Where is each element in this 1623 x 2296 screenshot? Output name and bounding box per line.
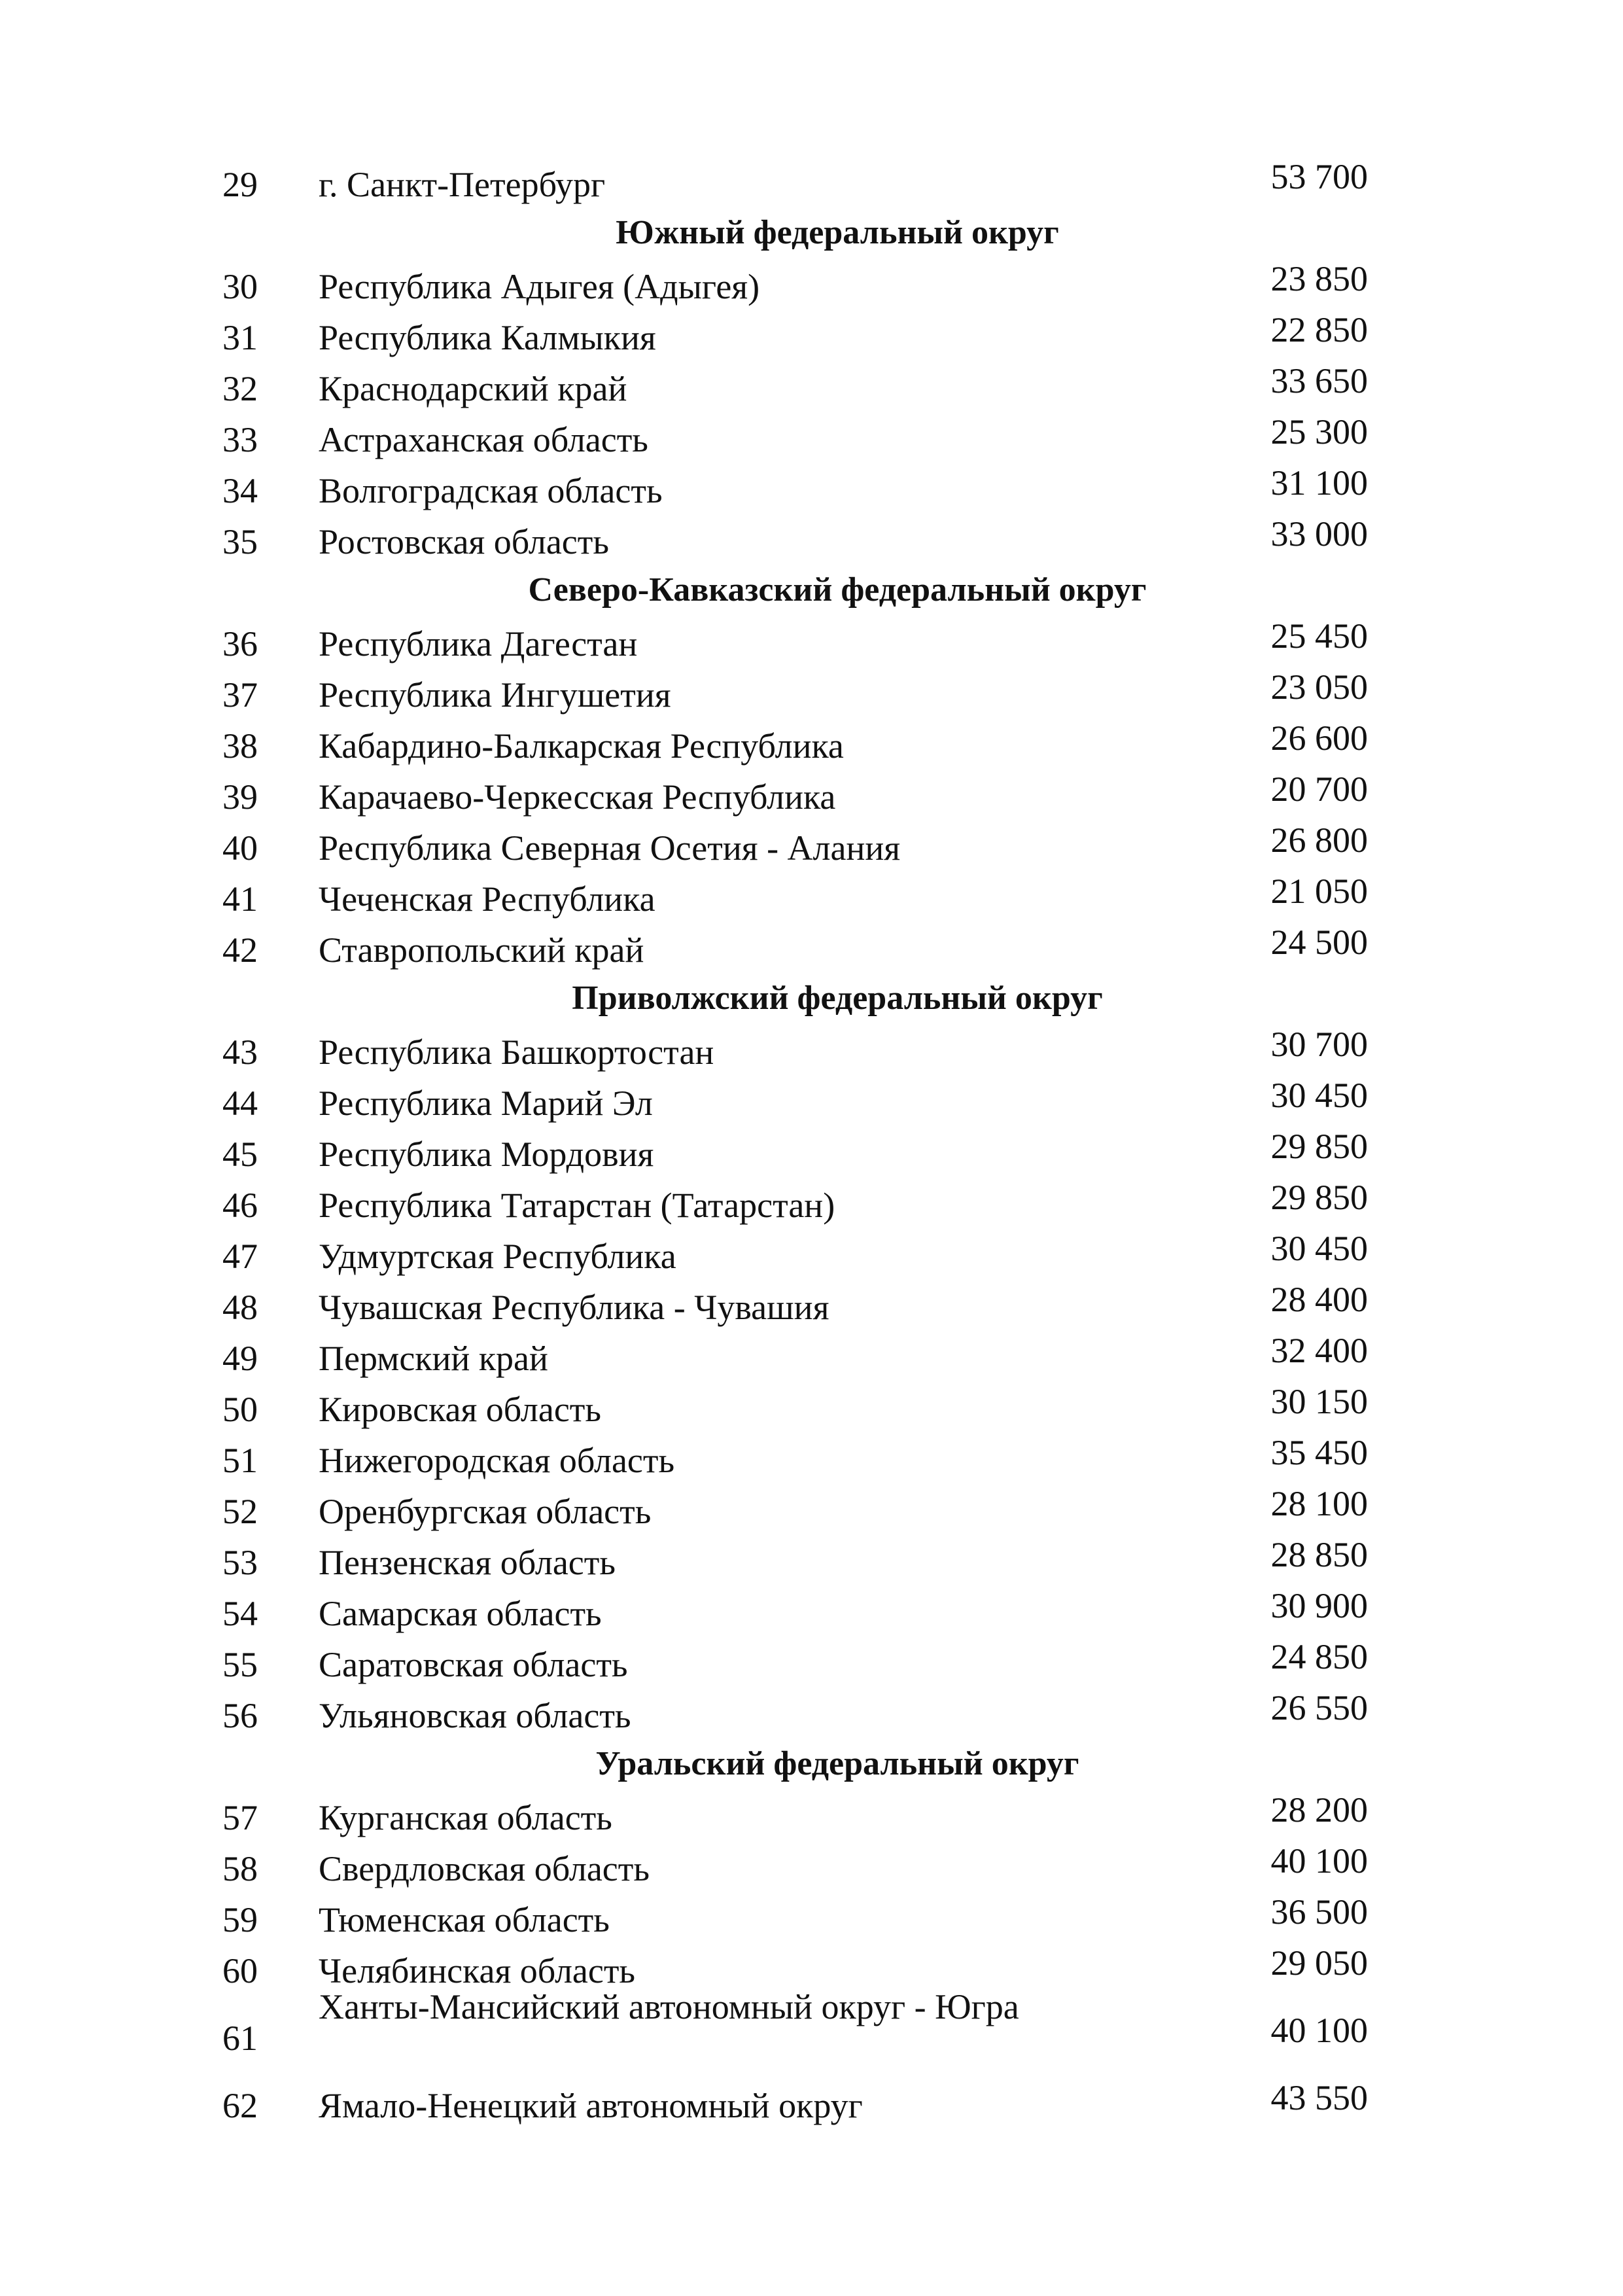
region-value: 40 100: [1270, 2011, 1368, 2050]
region-name: Астраханская область: [319, 420, 648, 459]
row-number: 31: [222, 318, 258, 357]
region-name: Чеченская Республика: [319, 879, 655, 919]
region-value: 40 100: [1270, 1841, 1368, 1881]
region-value: 32 400: [1270, 1331, 1368, 1370]
row-number: 50: [222, 1390, 258, 1429]
region-name: Пензенская область: [319, 1543, 616, 1582]
row-number: 49: [222, 1339, 258, 1378]
row-number: 52: [222, 1492, 258, 1531]
region-name: Республика Ингушетия: [319, 675, 671, 715]
row-number: 44: [222, 1084, 258, 1123]
row-number: 41: [222, 879, 258, 919]
region-name: Саратовская область: [319, 1645, 628, 1684]
region-name: Ханты-Мансийский автономный округ - Югра: [319, 1987, 1019, 2026]
row-number: 38: [222, 726, 258, 766]
region-name: Тюменская область: [319, 1900, 610, 1939]
region-value: 24 500: [1270, 923, 1368, 962]
row-number: 58: [222, 1849, 258, 1888]
region-name: Республика Адыгея (Адыгея): [319, 267, 760, 306]
district-heading: Южный федеральный округ: [616, 214, 1059, 251]
region-name: Самарская область: [319, 1594, 602, 1633]
row-number: 45: [222, 1135, 258, 1174]
row-number: 54: [222, 1594, 258, 1633]
region-name: Удмуртская Республика: [319, 1237, 676, 1276]
region-value: 26 550: [1270, 1688, 1368, 1727]
row-number: 62: [222, 2086, 258, 2125]
region-name: Чувашская Республика - Чувашия: [319, 1288, 829, 1327]
region-name: Карачаево-Черкесская Республика: [319, 777, 836, 817]
region-value: 29 050: [1270, 1943, 1368, 1983]
row-number: 46: [222, 1186, 258, 1225]
region-value: 28 400: [1270, 1280, 1368, 1319]
row-number: 43: [222, 1033, 258, 1072]
row-number: 36: [222, 624, 258, 663]
region-value: 28 850: [1270, 1535, 1368, 1574]
region-name: Челябинская область: [319, 1951, 636, 1990]
region-value: 31 100: [1270, 463, 1368, 503]
row-number: 40: [222, 828, 258, 868]
region-name: Волгоградская область: [319, 471, 663, 510]
district-heading: Уральский федеральный округ: [595, 1745, 1079, 1782]
row-number: 61: [222, 2019, 258, 2058]
district-heading: Северо-Кавказский федеральный округ: [528, 571, 1147, 609]
region-name: Республика Дагестан: [319, 624, 638, 663]
region-name: Курганская область: [319, 1798, 612, 1837]
region-name: Республика Татарстан (Татарстан): [319, 1186, 835, 1225]
region-name: Республика Калмыкия: [319, 318, 656, 357]
region-value: 30 450: [1270, 1076, 1368, 1115]
region-name: Оренбургская область: [319, 1492, 652, 1531]
region-name: Республика Мордовия: [319, 1135, 654, 1174]
region-name: Кировская область: [319, 1390, 602, 1429]
row-number: 59: [222, 1900, 258, 1939]
region-name: Республика Марий Эл: [319, 1084, 653, 1123]
region-value: 28 200: [1270, 1790, 1368, 1829]
region-name: Ставропольский край: [319, 930, 644, 970]
row-number: 42: [222, 930, 258, 970]
region-value: 25 450: [1270, 616, 1368, 656]
region-value: 30 450: [1270, 1229, 1368, 1268]
region-name: Кабардино-Балкарская Республика: [319, 726, 844, 766]
district-heading: Приволжский федеральный округ: [572, 980, 1103, 1017]
region-value: 24 850: [1270, 1637, 1368, 1676]
region-value: 28 100: [1270, 1484, 1368, 1523]
row-number: 47: [222, 1237, 258, 1276]
region-value: 43 550: [1270, 2078, 1368, 2117]
region-value: 21 050: [1270, 872, 1368, 911]
region-value: 36 500: [1270, 1892, 1368, 1932]
row-number: 60: [222, 1951, 258, 1990]
row-number: 39: [222, 777, 258, 817]
row-number: 29: [222, 165, 258, 204]
region-name: Ямало-Ненецкий автономный округ: [319, 2086, 863, 2125]
region-value: 33 650: [1270, 361, 1368, 400]
row-number: 51: [222, 1441, 258, 1480]
region-value: 23 850: [1270, 259, 1368, 298]
region-name: Пермский край: [319, 1339, 548, 1378]
region-name: Свердловская область: [319, 1849, 650, 1888]
region-value: 23 050: [1270, 667, 1368, 707]
region-value: 29 850: [1270, 1178, 1368, 1217]
region-value: 26 600: [1270, 718, 1368, 758]
region-name: г. Санкт-Петербург: [319, 165, 606, 204]
region-value: 22 850: [1270, 310, 1368, 349]
region-name: Нижегородская область: [319, 1441, 675, 1480]
row-number: 35: [222, 522, 258, 561]
region-value: 33 000: [1270, 514, 1368, 554]
region-value: 30 700: [1270, 1025, 1368, 1064]
region-value: 53 700: [1270, 157, 1368, 196]
region-name: Ульяновская область: [319, 1696, 631, 1735]
region-value: 30 900: [1270, 1586, 1368, 1625]
row-number: 32: [222, 369, 258, 408]
row-number: 56: [222, 1696, 258, 1735]
region-value: 20 700: [1270, 769, 1368, 809]
row-number: 55: [222, 1645, 258, 1684]
region-value: 26 800: [1270, 821, 1368, 860]
row-number: 34: [222, 471, 258, 510]
row-number: 48: [222, 1288, 258, 1327]
row-number: 30: [222, 267, 258, 306]
region-value: 25 300: [1270, 412, 1368, 451]
row-number: 37: [222, 675, 258, 715]
row-number: 53: [222, 1543, 258, 1582]
row-number: 57: [222, 1798, 258, 1837]
region-name: Ростовская область: [319, 522, 609, 561]
region-name: Республика Северная Осетия - Алания: [319, 828, 901, 868]
row-number: 33: [222, 420, 258, 459]
region-value: 30 150: [1270, 1382, 1368, 1421]
region-name: Краснодарский край: [319, 369, 627, 408]
region-value: 29 850: [1270, 1127, 1368, 1166]
region-name: Республика Башкортостан: [319, 1033, 714, 1072]
region-value: 35 450: [1270, 1433, 1368, 1472]
